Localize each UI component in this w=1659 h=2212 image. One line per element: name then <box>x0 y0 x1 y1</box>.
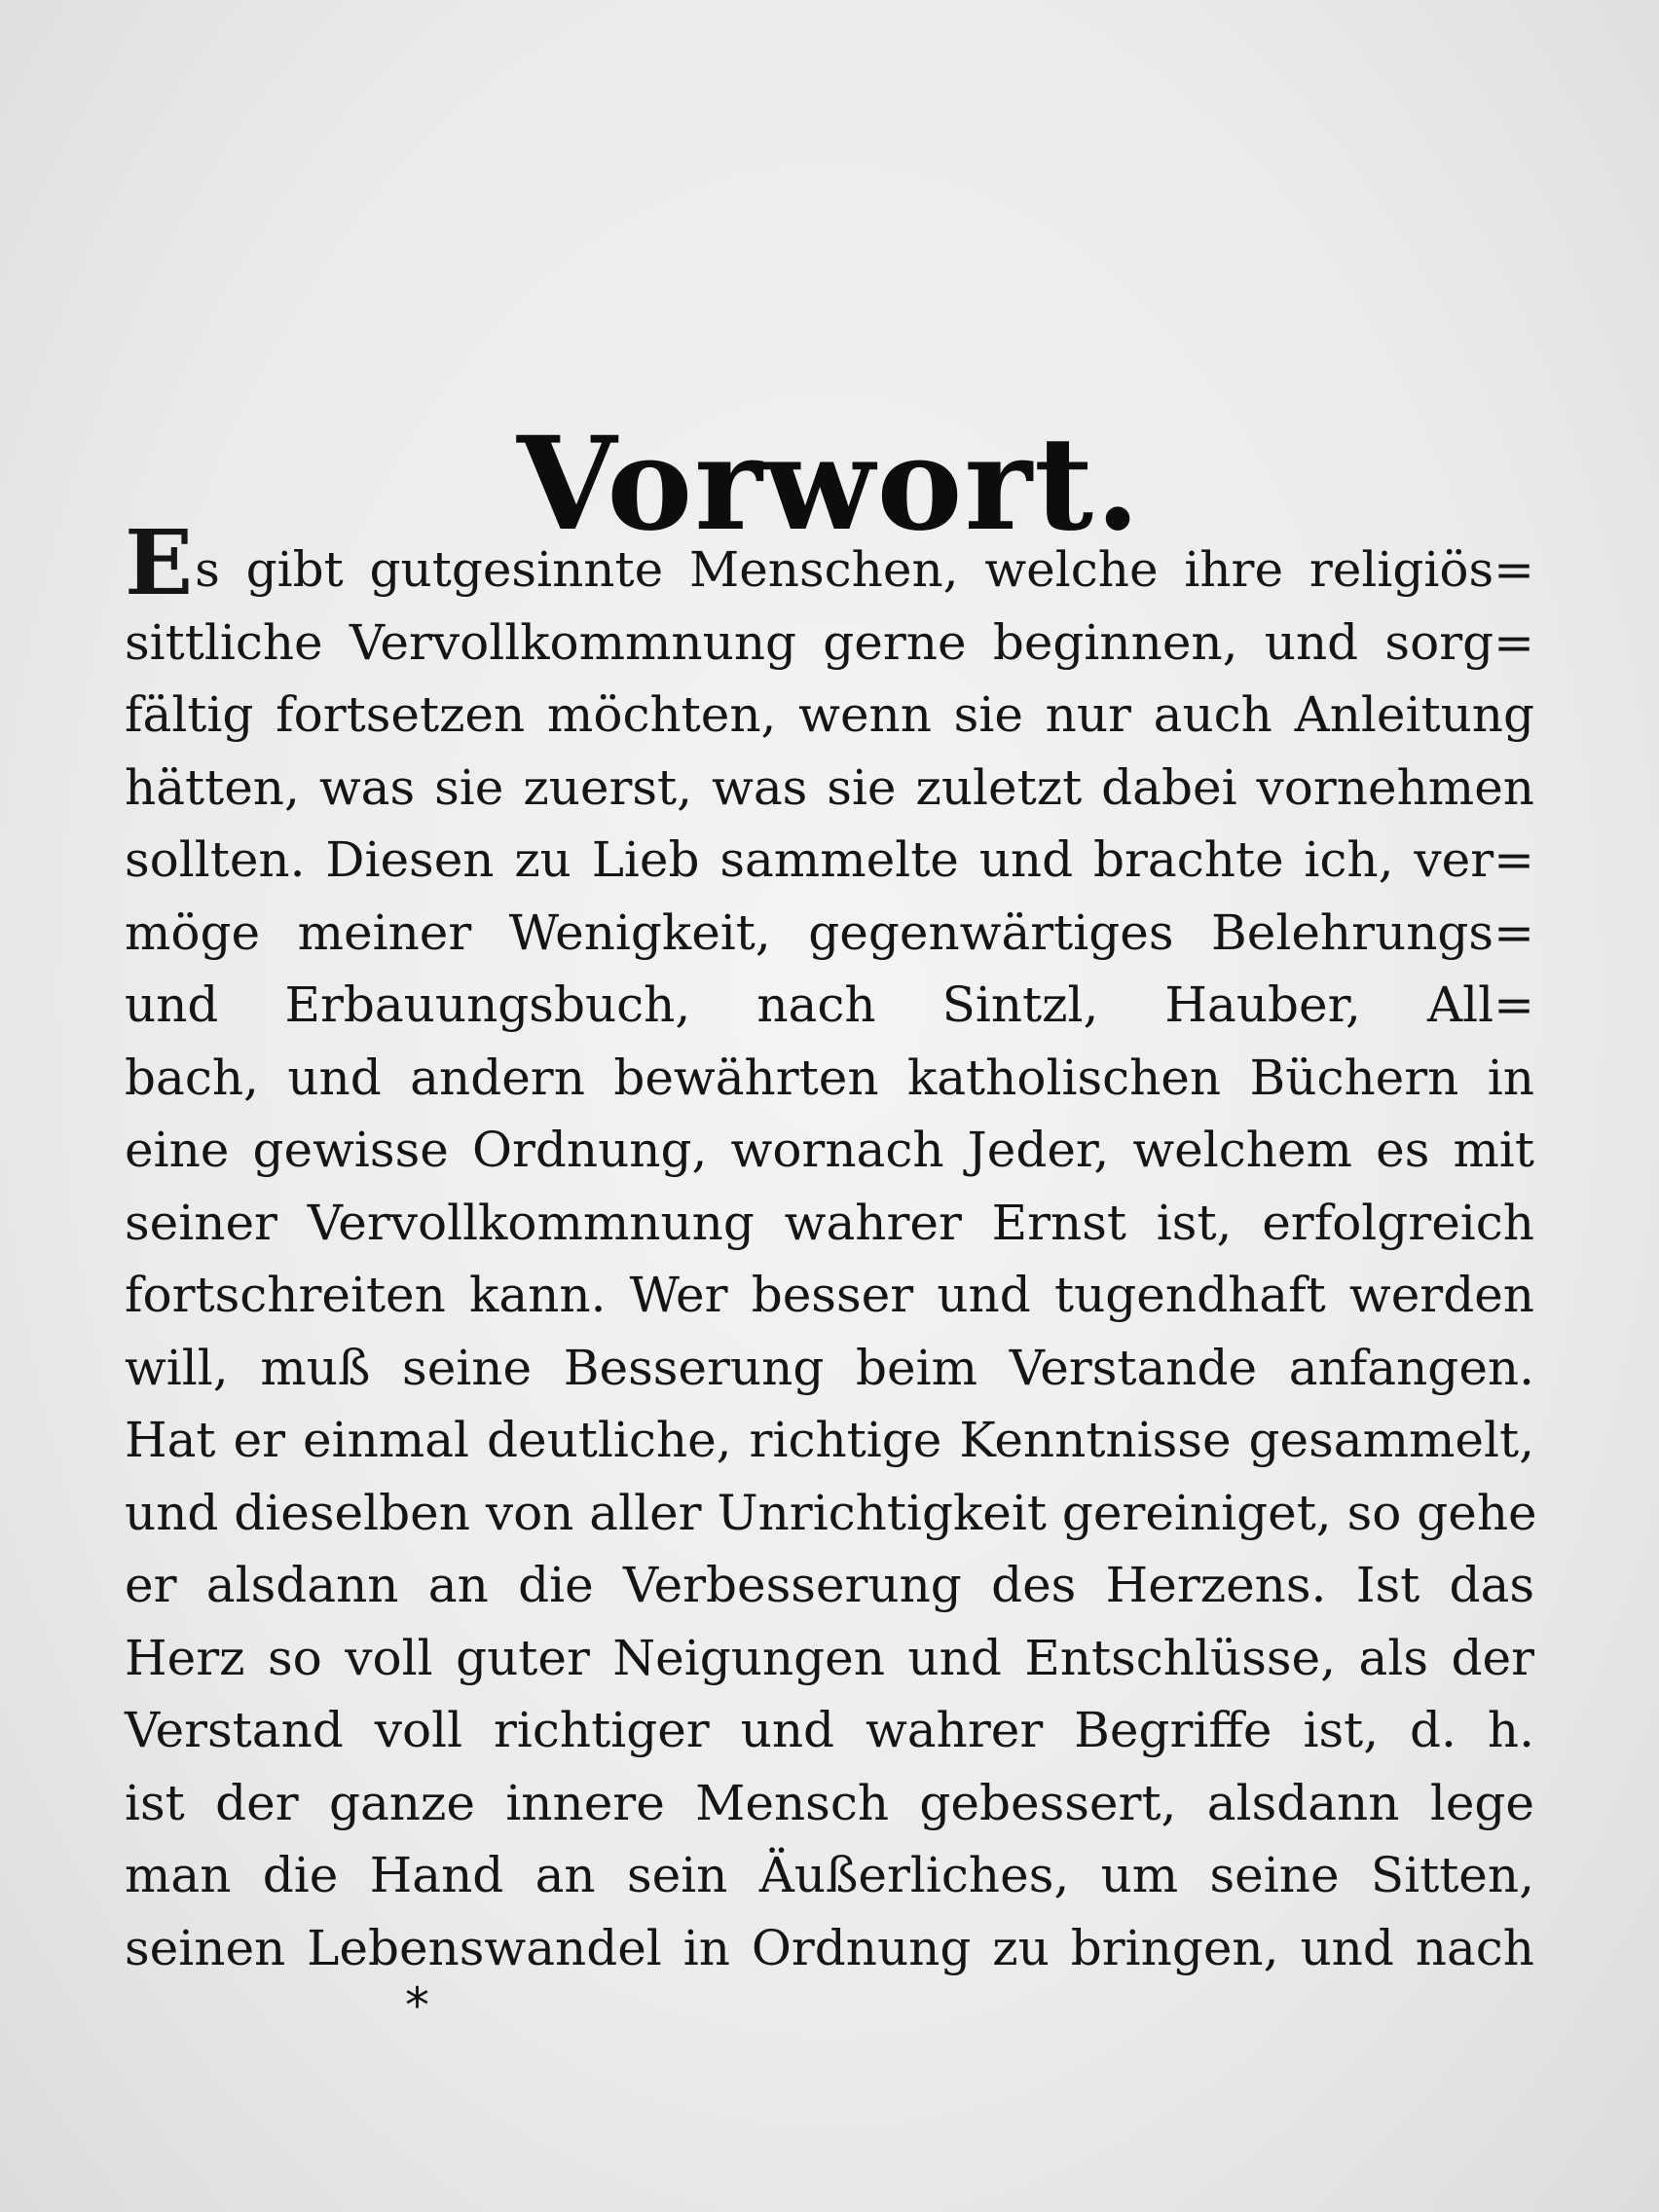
text-line-17: Verstand voll richtiger und wahrer Begriffe ist, d. h. <box>125 1702 1534 1758</box>
text-line-2: sittliche Vervollkommnung gerne beginnen, und sorg= <box>125 613 1534 671</box>
text-line-7: und Erbauungsbuch, nach Sintzl, Hauber, All= <box>125 977 1534 1033</box>
text-line-11: fortschreiten kann. Wer besser und tugendhaft werden <box>125 1267 1534 1323</box>
drop-cap: E <box>125 510 194 615</box>
text-line-4: hätten, was sie zuerst, was sie zuletzt dabei vornehmen <box>125 758 1534 816</box>
text-line-18: ist der ganze innere Mensch gebessert, alsdann lege <box>125 1774 1534 1831</box>
text-line-6: möge meiner Wenigkeit, gegenwärtiges Belehrungs= <box>125 903 1534 961</box>
text-line-1: Es gibt gutgesinnte Menschen, welche ihre religiös= <box>125 510 1534 615</box>
text-line-15: er alsdann an die Verbesserung des Herzens. Ist das <box>125 1557 1534 1613</box>
text-line-3: fältig fortsetzen möchten, wenn sie nur auch Anleitung <box>125 686 1534 743</box>
text-line-19: man die Hand an sein Äußerliches, um seine Sitten, <box>125 1847 1534 1903</box>
text-line-5: sollten. Diesen zu Lieb sammelte und brachte ich, ver= <box>125 831 1534 888</box>
text-line-14: und dieselben von aller Unrichtigkeit gereiniget, so gehe <box>125 1484 1537 1541</box>
text-line-13: Hat er einmal deutliche, richtige Kenntnisse gesammelt, <box>125 1412 1534 1468</box>
text-line-9: eine gewisse Ordnung, wornach Jeder, welchem es mit <box>125 1122 1534 1178</box>
text-line-16: Herz so voll guter Neigungen und Entschlüsse, als der <box>125 1629 1534 1686</box>
text-line-10: seiner Vervollkommnung wahrer Ernst ist, erfolgreich <box>125 1194 1534 1251</box>
signature-mark: * <box>405 1977 429 2034</box>
body-text <box>125 510 1537 1984</box>
text-line-12: will, muß seine Besserung beim Verstande anfangen. <box>125 1339 1534 1396</box>
text-line-20: seinen Lebenswandel in Ordnung zu bringen, und nach <box>125 1919 1534 1976</box>
page-title: Vorwort. <box>516 409 1143 561</box>
text-line-8: bach, und andern bewährten katholischen Büchern in <box>125 1049 1534 1106</box>
